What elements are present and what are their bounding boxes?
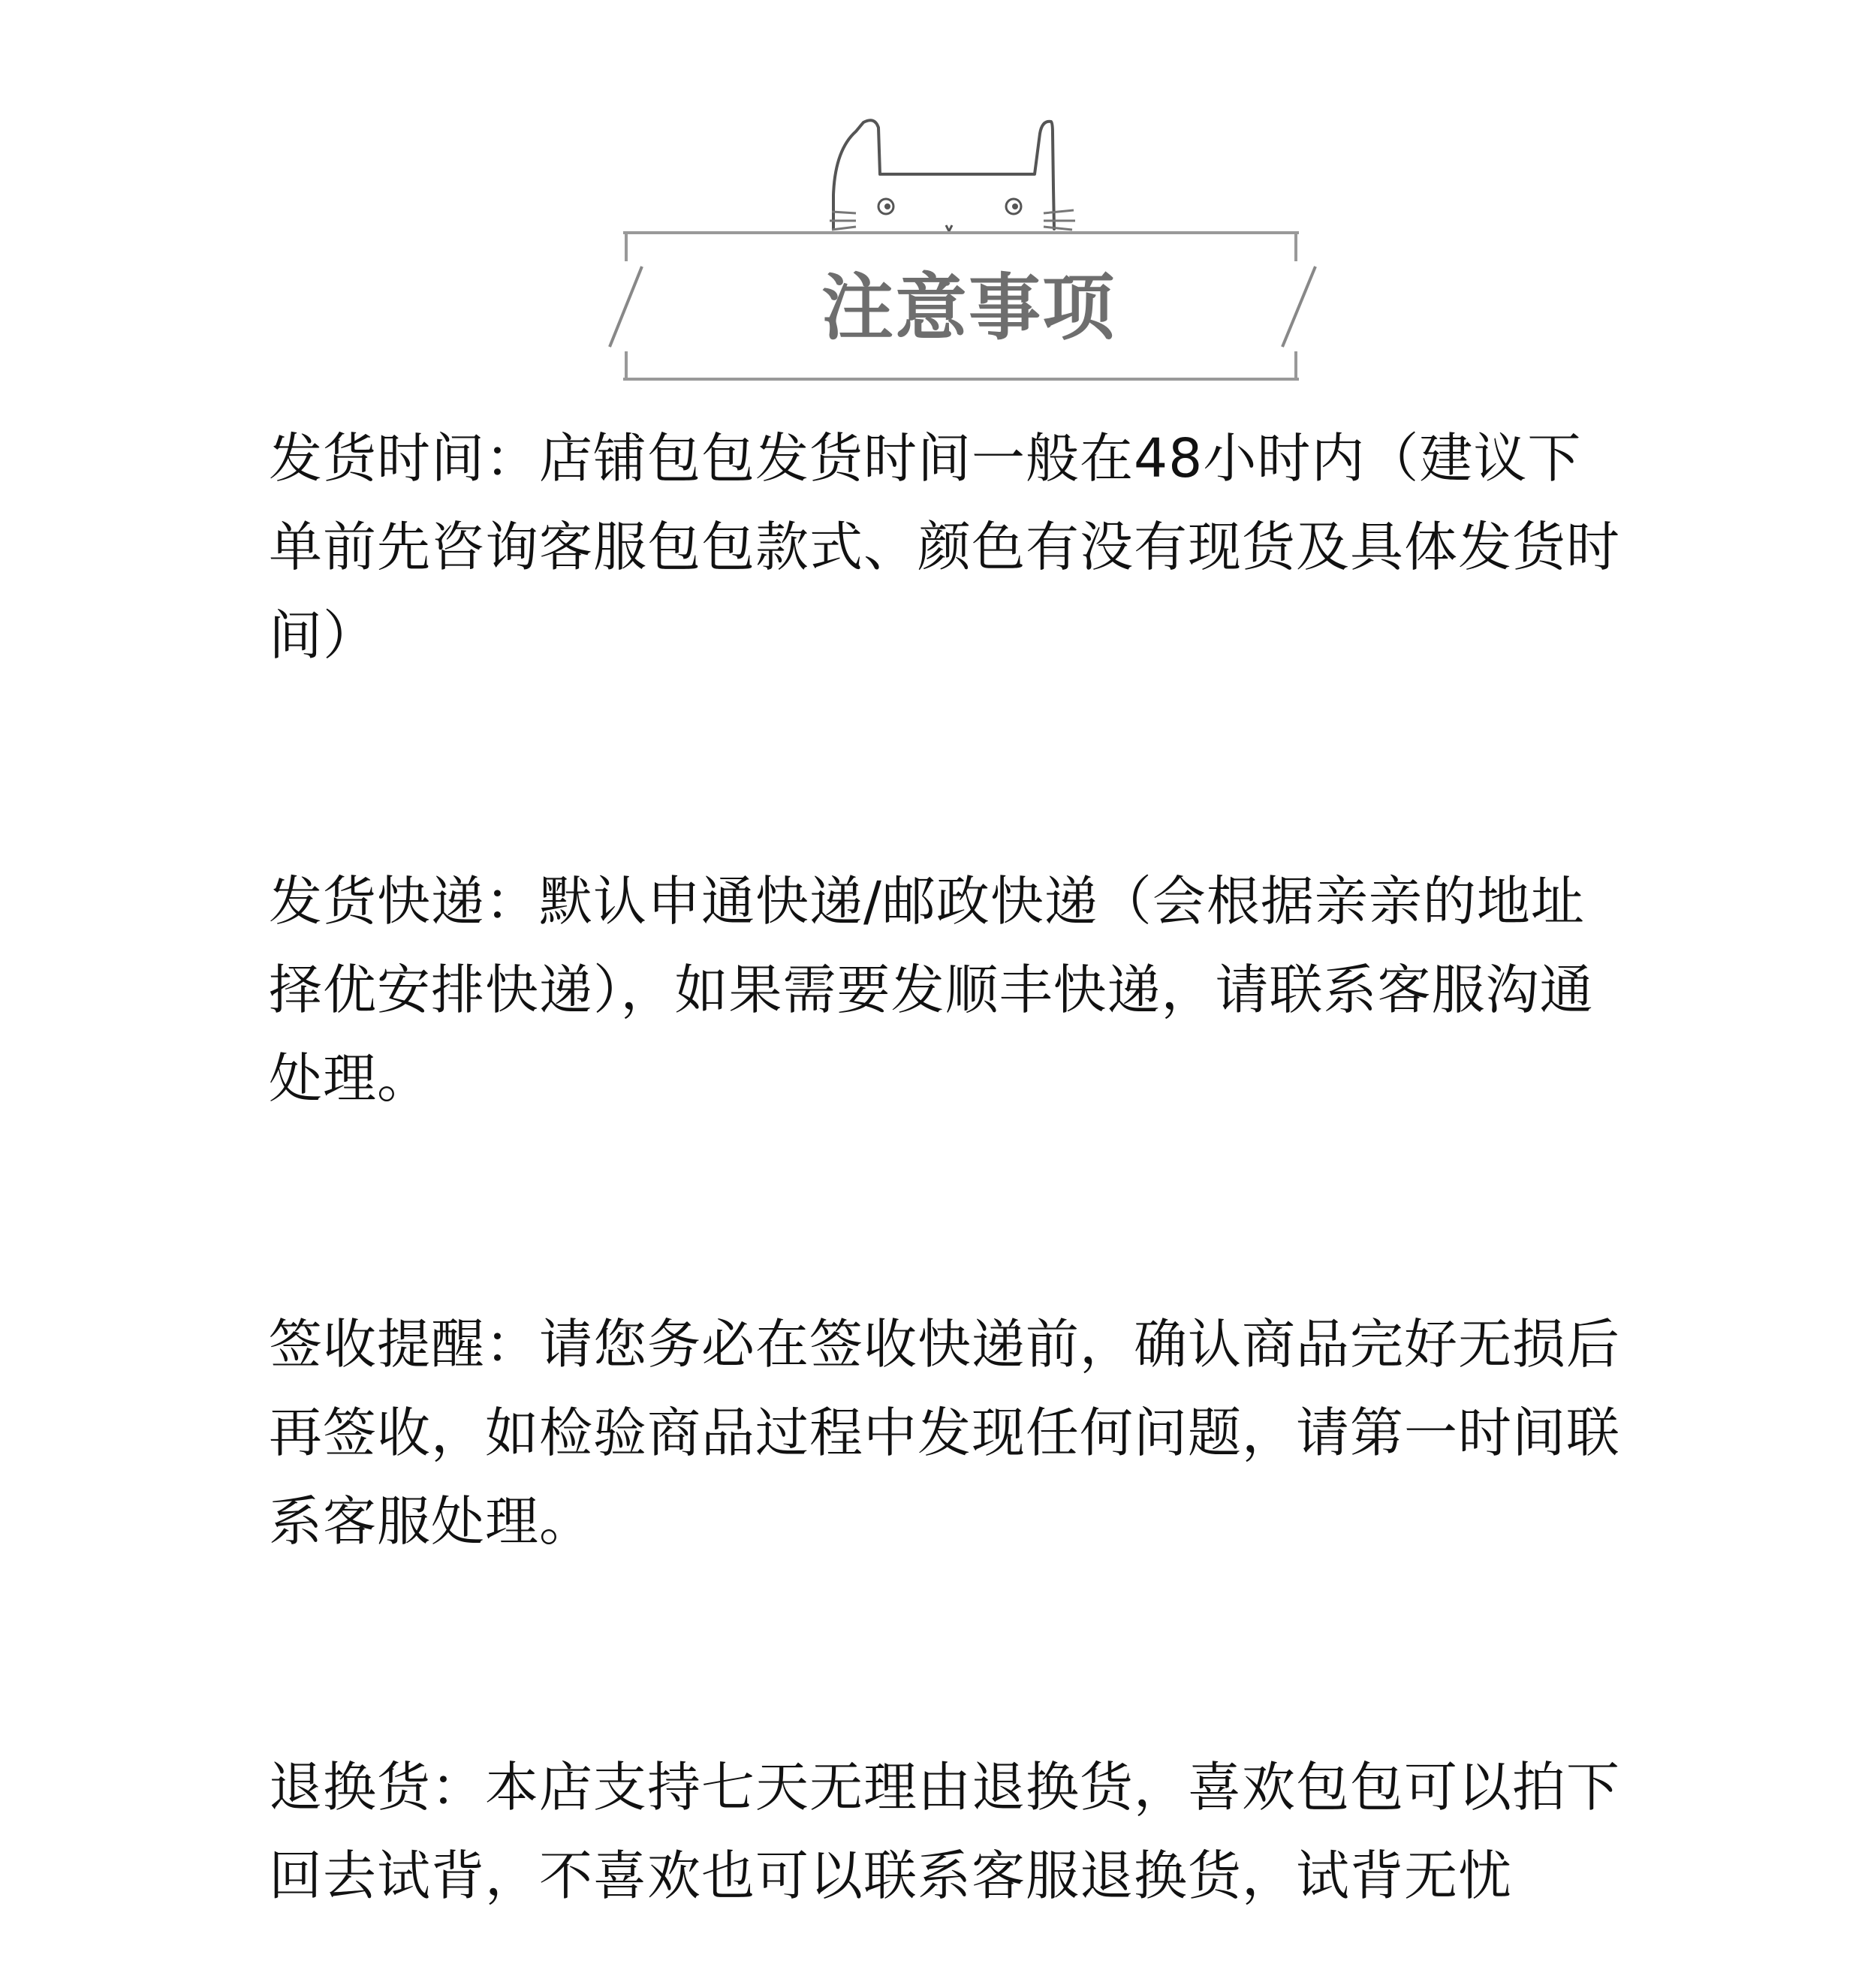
notice-header [0,0,1862,420]
notice-receipt-reminder: 签收提醒：请您务必在签收快递前，确认商品完好无损后再签收，如检验商品过程中发现任何问题，请第一时间联系客服处理。 [269,1313,1621,1553]
notice-list [269,414,1620,1920]
notice-courier: 发货快递：默认申通快递/邮政快递（会根据亲亲的地址择优安排快递），如果需要发顺丰快递，请联系客服沟通处理。 [269,870,1594,1110]
notice-returns: 退换货：本店支持七天无理由退换货，喜欢包包可以拍下回去试背，不喜欢也可以联系客服退换货，试背无忧 [269,1756,1621,1907]
page-title: 注意事项 [821,266,1116,350]
notice-shipping-time: 发货时间：店铺包包发货时间一般在48小时内（建议下单前先咨询客服包包款式、颜色有没有现货及具体发货时间） [269,427,1621,667]
